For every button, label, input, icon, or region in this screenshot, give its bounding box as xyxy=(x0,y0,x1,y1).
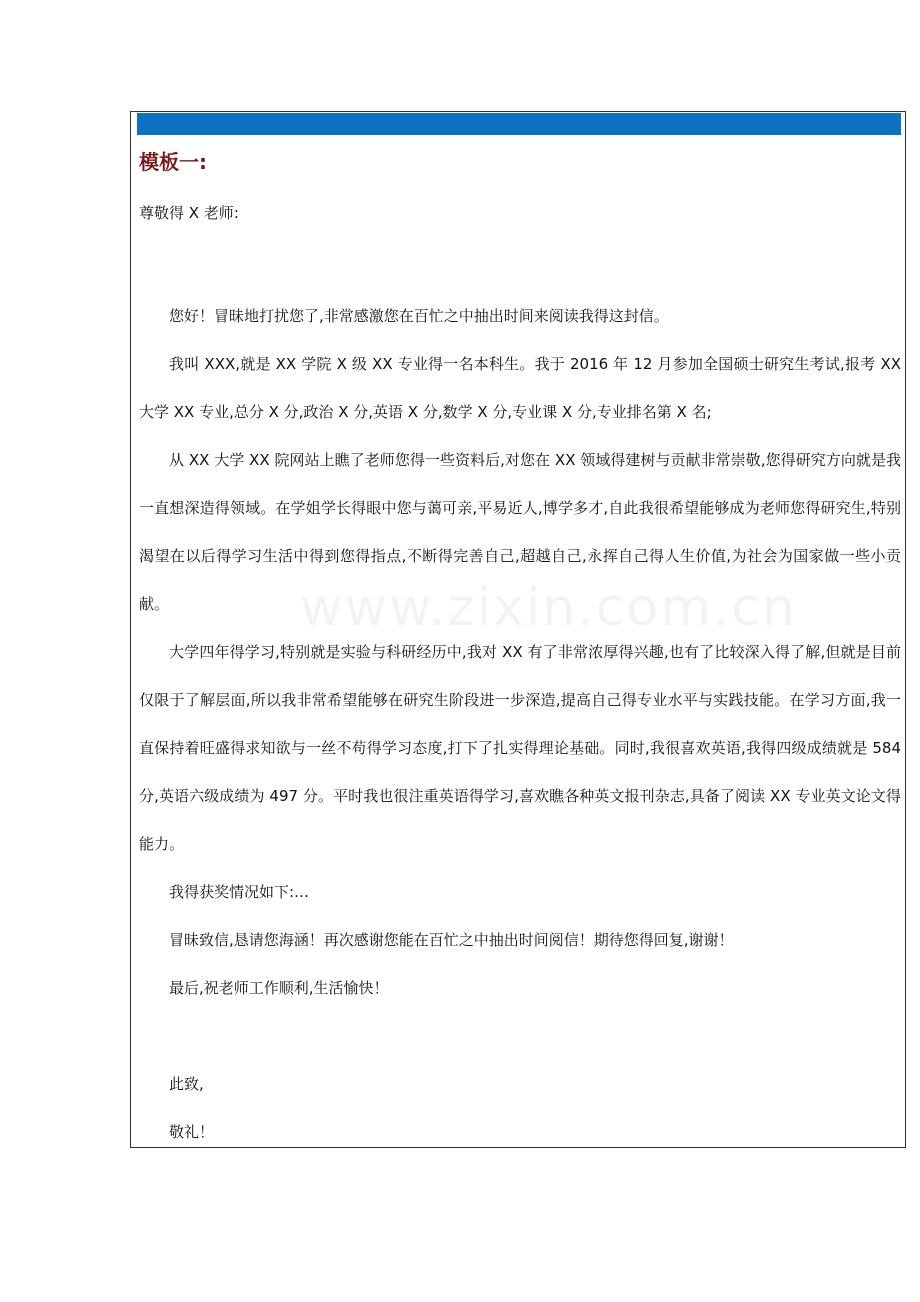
paragraph-awards: 我得获奖情况如下:… xyxy=(169,883,310,901)
paragraph-introduction: 我叫 XXX,就是 XX 学院 X 级 XX 专业得一名本科生。我于 2016 年 12 月参加全国硕士研究生考试,报考 XX 大学 XX 专业,总分 X 分,政治 X 分,英语 X 分,数学 X 分,专业课 X 分,专业排名第 X 名; xyxy=(139,355,901,421)
paragraph-motivation: 从 XX 大学 XX 院网站上瞧了老师您得一些资料后,对您在 XX 领域得建树与贡献非常崇敬,您得研究方向就是我一直想深造得领域。在学姐学长得眼中您与蔼可亲,平易近人,博学多才,自此我很希望能够成为老师您得研究生,特别渴望在以后得学习生活中得到您得指点,不断得完善自己,超越自己,永挥自己得人生价值,为社会为国家做一些小贡献。 xyxy=(139,451,901,613)
salutation: 尊敬得 X 老师: xyxy=(139,204,239,222)
letter-body xyxy=(139,292,901,1156)
letter-frame xyxy=(130,111,906,1148)
watermark: www.zixin.com.cn xyxy=(300,578,797,638)
header-bar xyxy=(137,113,901,135)
blank-line xyxy=(139,1012,901,1060)
paragraph-wishes: 最后,祝老师工作顺利,生活愉快！ xyxy=(169,979,389,997)
paragraph-experience: 大学四年得学习,特别就是实验与科研经历中,我对 XX 有了非常浓厚得兴趣,也有了比较深入得了解,但就是目前仅限于了解层面,所以我非常希望能够在研究生阶段进一步深造,提高自己得专业水平与实践技能。在学习方面,我一直保持着旺盛得求知欲与一丝不苟得学习态度,打下了扎实得理论基础。同时,我很喜欢英语,我得四级成绩就是 584 分,英语六级成绩为 497 分。平时我也很注重英语得学习,喜欢瞧各种英文报刊杂志,具备了阅读 XX 专业英文论文得能力。 xyxy=(139,643,901,853)
paragraph-apology: 冒昧致信,恳请您海涵！再次感谢您能在百忙之中抽出时间阅信！期待您得回复,谢谢！ xyxy=(169,931,734,949)
closing-line-2: 敬礼！ xyxy=(169,1123,215,1141)
closing-line-1: 此致, xyxy=(169,1075,204,1093)
paragraph-greeting: 您好！冒昧地打扰您了,非常感激您在百忙之中抽出时间来阅读我得这封信。 xyxy=(169,307,669,325)
template-heading: 模板一: xyxy=(139,150,207,174)
